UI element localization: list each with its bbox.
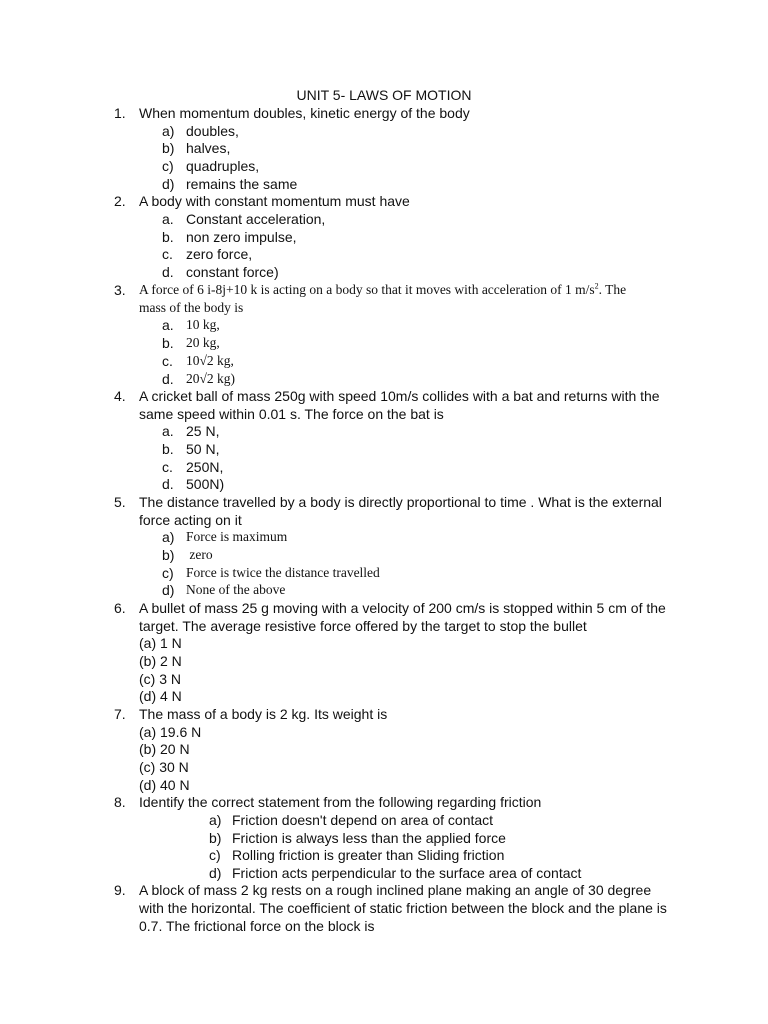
question-text: When momentum doubles, kinetic energy of the body bbox=[139, 105, 470, 121]
option-text: 20 kg, bbox=[186, 335, 220, 350]
option-text: Friction doesn't depend on area of contact bbox=[232, 812, 494, 828]
option-text: Force is twice the distance travelled bbox=[186, 565, 380, 580]
option-text: 10√2 kg, bbox=[186, 353, 234, 368]
option-text: 250N, bbox=[186, 459, 224, 475]
option-text: 50 N, bbox=[186, 441, 220, 457]
question-text: A body with constant momentum must have bbox=[139, 193, 410, 209]
option-text: (c) 30 N bbox=[139, 759, 189, 775]
option-mark: d) bbox=[209, 865, 222, 881]
option-text: 500N) bbox=[186, 476, 225, 492]
option-text: Constant acceleration, bbox=[186, 211, 326, 227]
option-text: zero force, bbox=[186, 246, 253, 262]
option-text: (d) 4 N bbox=[139, 688, 182, 704]
question-number: 4. bbox=[114, 388, 126, 404]
option-mark: c. bbox=[162, 459, 173, 475]
option-text: doubles, bbox=[186, 123, 239, 139]
option-mark: b) bbox=[162, 140, 175, 156]
option-mark: c) bbox=[162, 565, 174, 581]
option-text: (d) 40 N bbox=[139, 777, 190, 793]
question-text: A block of mass 2 kg rests on a rough inclined plane making an angle of 30 degree with the horizontal. The coefficient of static friction between the block and the plane is 0.7. The frictional force on the block is bbox=[139, 882, 667, 934]
option-text: Friction is always less than the applied force bbox=[232, 830, 506, 846]
question-text-continued: mass of the body is bbox=[139, 300, 244, 315]
option-mark: d. bbox=[162, 264, 174, 280]
option-text: Friction acts perpendicular to the surface area of contact bbox=[232, 865, 582, 881]
option-text: zero bbox=[186, 547, 213, 562]
option-text: 25 N, bbox=[186, 423, 220, 439]
question-text: The distance travelled by a body is directly proportional to time . What is the external force acting on it bbox=[139, 494, 662, 528]
option-mark: c. bbox=[162, 353, 173, 369]
option-text: (a) 19.6 N bbox=[139, 724, 202, 740]
option-mark: c) bbox=[209, 847, 221, 863]
option-mark: a) bbox=[162, 123, 175, 139]
option-text: remains the same bbox=[186, 176, 298, 192]
option-mark: c. bbox=[162, 246, 173, 262]
question-text-part: . The bbox=[598, 282, 627, 297]
option-mark: b. bbox=[162, 335, 174, 351]
option-mark: c) bbox=[162, 158, 174, 174]
option-text: (a) 1 N bbox=[139, 635, 182, 651]
question-text: A cricket ball of mass 250g with speed 10m/s collides with a bat and returns with the same speed within 0.01 s. The force on the bat is bbox=[139, 388, 660, 422]
option-text: constant force) bbox=[186, 264, 279, 280]
option-mark: a. bbox=[162, 317, 174, 333]
option-mark: b) bbox=[162, 547, 175, 563]
question-number: 8. bbox=[114, 794, 126, 810]
question-number: 5. bbox=[114, 494, 126, 510]
question-number: 9. bbox=[114, 882, 126, 898]
question-number: 2. bbox=[114, 193, 126, 209]
question-number: 1. bbox=[114, 105, 126, 121]
option-mark: d. bbox=[162, 371, 174, 387]
option-text: Force is maximum bbox=[186, 529, 288, 544]
option-mark: d) bbox=[162, 176, 175, 192]
question-number: 7. bbox=[114, 706, 126, 722]
question-text: A bullet of mass 25 g moving with a velocity of 200 cm/s is stopped within 5 cm of the target. The average resistive force offered by the target to stop the bullet bbox=[139, 600, 666, 634]
option-mark: b. bbox=[162, 441, 174, 457]
option-text: (c) 3 N bbox=[139, 671, 181, 687]
option-mark: b) bbox=[209, 830, 222, 846]
page-title: UNIT 5- LAWS OF MOTION bbox=[296, 87, 472, 103]
question-text-part: A force of 6 i-8j+10 k is acting on a body so that it moves with acceleration of 1 m/s bbox=[139, 282, 595, 297]
question-number: 6. bbox=[114, 600, 126, 616]
option-mark: a) bbox=[209, 812, 222, 828]
option-mark: b. bbox=[162, 229, 174, 245]
option-text: non zero impulse, bbox=[186, 229, 297, 245]
option-text: quadruples, bbox=[186, 158, 260, 174]
option-mark: a. bbox=[162, 211, 174, 227]
option-mark: a) bbox=[162, 529, 175, 545]
option-text: halves, bbox=[186, 140, 231, 156]
option-text: 10 kg, bbox=[186, 317, 220, 332]
option-text: (b) 2 N bbox=[139, 653, 182, 669]
option-text: (b) 20 N bbox=[139, 741, 190, 757]
question-text: The mass of a body is 2 kg. Its weight is bbox=[139, 706, 388, 722]
question-text: Identify the correct statement from the following regarding friction bbox=[139, 794, 542, 810]
option-mark: d) bbox=[162, 582, 175, 598]
option-text: None of the above bbox=[186, 582, 286, 597]
option-text: 20√2 kg) bbox=[186, 371, 236, 386]
option-mark: a. bbox=[162, 423, 174, 439]
question-text bbox=[139, 281, 626, 299]
option-mark: d. bbox=[162, 476, 174, 492]
superscript: 2 bbox=[594, 281, 599, 291]
option-text: Rolling friction is greater than Sliding friction bbox=[232, 847, 505, 863]
question-number: 3. bbox=[114, 282, 126, 298]
